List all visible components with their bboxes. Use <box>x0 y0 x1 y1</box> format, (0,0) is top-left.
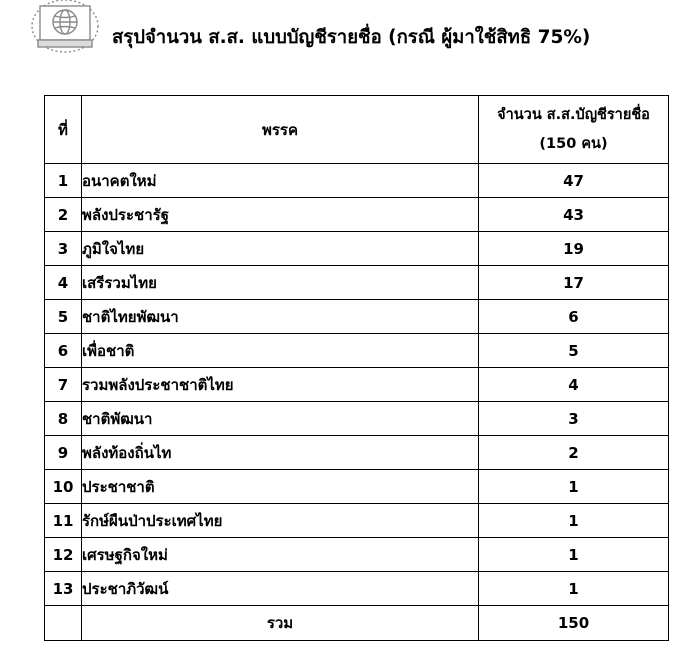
total-label: รวม <box>82 606 479 641</box>
seat-count: 43 <box>479 198 669 232</box>
header-seats-line2: (150 คน) <box>539 135 608 152</box>
seat-count: 6 <box>479 300 669 334</box>
table-row <box>45 538 669 572</box>
table-row <box>45 504 669 538</box>
party-list-seats-table <box>44 95 669 641</box>
header-number: ที่ <box>45 96 82 164</box>
row-number: 12 <box>45 538 82 572</box>
party-name: รวมพลังประชาชาติไทย <box>82 368 479 402</box>
table-row <box>45 402 669 436</box>
header-seats-line1: จำนวน ส.ส.บัญชีรายชื่อ <box>497 106 650 123</box>
row-number: 4 <box>45 266 82 300</box>
table-row <box>45 232 669 266</box>
table-row <box>45 198 669 232</box>
header-party: พรรค <box>82 96 479 164</box>
total-value: 150 <box>479 606 669 641</box>
seat-count: 47 <box>479 164 669 198</box>
party-name: เศรษฐกิจใหม่ <box>82 538 479 572</box>
party-name: เพื่อชาติ <box>82 334 479 368</box>
seat-count: 1 <box>479 470 669 504</box>
party-name: รักษ์ผืนป่าประเทศไทย <box>82 504 479 538</box>
table-row <box>45 470 669 504</box>
row-number: 5 <box>45 300 82 334</box>
table-row <box>45 266 669 300</box>
party-name: เสรีรวมไทย <box>82 266 479 300</box>
seat-count: 4 <box>479 368 669 402</box>
party-name: พลังท้องถิ่นไท <box>82 436 479 470</box>
row-number: 11 <box>45 504 82 538</box>
table-row <box>45 164 669 198</box>
table-header-row <box>45 96 669 164</box>
row-number: 13 <box>45 572 82 606</box>
seat-count: 1 <box>479 538 669 572</box>
table-row <box>45 436 669 470</box>
table-row <box>45 368 669 402</box>
table-row <box>45 334 669 368</box>
row-number: 7 <box>45 368 82 402</box>
seat-count: 17 <box>479 266 669 300</box>
party-name: ประชาภิวัฒน์ <box>82 572 479 606</box>
total-row <box>45 606 669 641</box>
page-title: สรุปจำนวน ส.ส. แบบบัญชีรายชื่อ (กรณี ผู้มาใช้สิทธิ 75%) <box>112 27 591 48</box>
party-name: ชาติไทยพัฒนา <box>82 300 479 334</box>
seat-count: 19 <box>479 232 669 266</box>
party-name: ประชาชาติ <box>82 470 479 504</box>
row-number: 8 <box>45 402 82 436</box>
party-name: ภูมิใจไทย <box>82 232 479 266</box>
total-empty-cell <box>45 606 82 641</box>
seat-count: 3 <box>479 402 669 436</box>
row-number: 9 <box>45 436 82 470</box>
header-seats <box>479 96 669 164</box>
seat-count: 1 <box>479 572 669 606</box>
seat-count: 1 <box>479 504 669 538</box>
seat-count: 2 <box>479 436 669 470</box>
row-number: 10 <box>45 470 82 504</box>
row-number: 3 <box>45 232 82 266</box>
university-logo-icon <box>26 0 104 56</box>
row-number: 2 <box>45 198 82 232</box>
party-name: พลังประชารัฐ <box>82 198 479 232</box>
table-row <box>45 572 669 606</box>
row-number: 1 <box>45 164 82 198</box>
table-row <box>45 300 669 334</box>
party-name: อนาคตใหม่ <box>82 164 479 198</box>
seat-count: 5 <box>479 334 669 368</box>
row-number: 6 <box>45 334 82 368</box>
party-name: ชาติพัฒนา <box>82 402 479 436</box>
